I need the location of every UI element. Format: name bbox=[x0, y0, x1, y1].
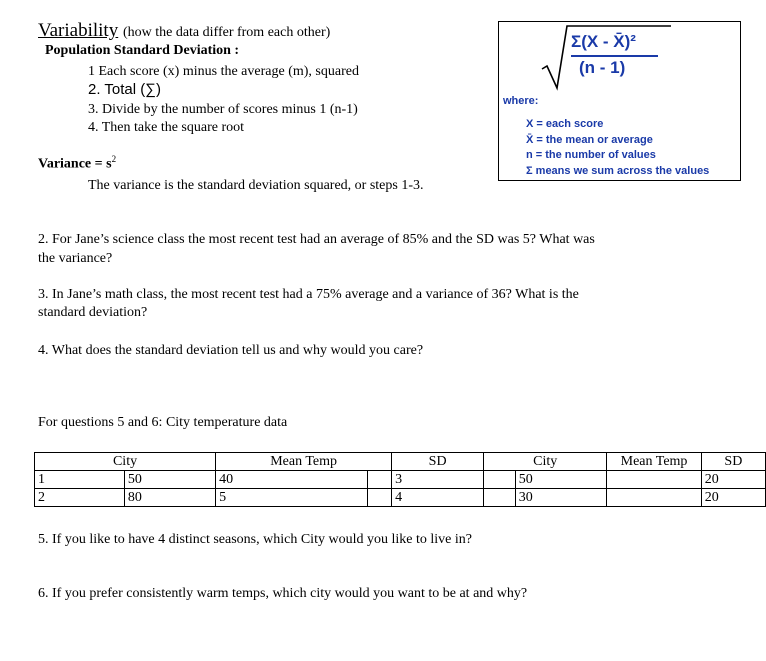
cell-mean-temp: 30 bbox=[515, 489, 607, 507]
definition-x: X = each score bbox=[526, 118, 604, 130]
variance-description: The variance is the standard deviation squared, or steps 1-3. bbox=[88, 178, 424, 193]
variance-label bbox=[38, 154, 116, 173]
step-4: 4. Then take the square root bbox=[88, 120, 245, 135]
cell-mean-temp: 80 bbox=[124, 489, 215, 507]
definition-mean: X̄ = the mean or average bbox=[526, 133, 653, 146]
formula-box bbox=[498, 21, 741, 181]
cell-mean-temp: 50 bbox=[515, 471, 607, 489]
cell-spacer bbox=[607, 489, 701, 507]
cell-sd: 20 bbox=[701, 471, 765, 489]
cell-spacer bbox=[367, 471, 392, 489]
cell-city: 3 bbox=[392, 471, 484, 489]
variance-text: Variance = s bbox=[38, 156, 112, 172]
table-intro: For questions 5 and 6: City temperature data bbox=[38, 415, 288, 430]
question-6: 6. If you prefer consistently warm temps, which city would you want to be at and why? bbox=[38, 586, 528, 601]
cell-spacer bbox=[484, 471, 516, 489]
cell-city: 1 bbox=[35, 471, 125, 489]
cell-sd: 20 bbox=[701, 489, 765, 507]
title-note: (how the data differ from each other) bbox=[122, 25, 331, 40]
cell-spacer bbox=[367, 489, 392, 507]
cell-spacer bbox=[607, 471, 701, 489]
cell-mean-temp: 50 bbox=[124, 471, 215, 489]
question-2-line-2: the variance? bbox=[38, 251, 113, 266]
cell-city: 2 bbox=[35, 489, 125, 507]
step-3: 3. Divide by the number of scores minus 1 (n-1) bbox=[88, 102, 358, 117]
step-1: 1 Each score (x) minus the average (m), squared bbox=[88, 64, 359, 79]
header-sd-1: SD bbox=[392, 453, 484, 471]
question-3-line-2: standard deviation? bbox=[38, 305, 148, 320]
formula-numerator: Σ(X - X̄)² bbox=[571, 32, 636, 51]
cell-sd: 40 bbox=[216, 471, 367, 489]
cell-spacer bbox=[484, 489, 516, 507]
question-2-line-1: 2. For Jane’s science class the most recent test had an average of 85% and the SD was 5? What was bbox=[38, 232, 595, 247]
table-row bbox=[35, 489, 766, 507]
header-city-2: City bbox=[484, 453, 607, 471]
question-3-line-1: 3. In Jane’s math class, the most recent test had a 75% average and a variance of 36? What is the bbox=[38, 287, 579, 302]
cell-sd: 5 bbox=[216, 489, 367, 507]
step-2: 2. Total (∑) bbox=[88, 81, 161, 98]
section-subtitle: Population Standard Deviation : bbox=[45, 43, 240, 58]
question-5: 5. If you like to have 4 distinct seasons, which City would you like to live in? bbox=[38, 532, 472, 547]
title-main: Variability bbox=[38, 20, 119, 41]
header-mean-temp-1: Mean Temp bbox=[216, 453, 392, 471]
table-header-row bbox=[35, 453, 766, 471]
fraction-bar bbox=[571, 55, 658, 57]
header-city-1: City bbox=[35, 453, 216, 471]
table-row bbox=[35, 471, 766, 489]
definition-n: n = the number of values bbox=[526, 149, 656, 161]
cell-city: 4 bbox=[392, 489, 484, 507]
definition-sigma: Σ means we sum across the values bbox=[526, 164, 710, 177]
formula-denominator: (n - 1) bbox=[579, 58, 626, 77]
page-title bbox=[38, 20, 330, 42]
where-label: where: bbox=[503, 95, 539, 107]
header-mean-temp-2: Mean Temp bbox=[607, 453, 701, 471]
question-4: 4. What does the standard deviation tell us and why would you care? bbox=[38, 343, 424, 358]
variance-exponent: 2 bbox=[111, 154, 117, 164]
city-temperature-table bbox=[34, 452, 766, 507]
definitions-list bbox=[526, 117, 709, 179]
header-sd-2: SD bbox=[701, 453, 765, 471]
